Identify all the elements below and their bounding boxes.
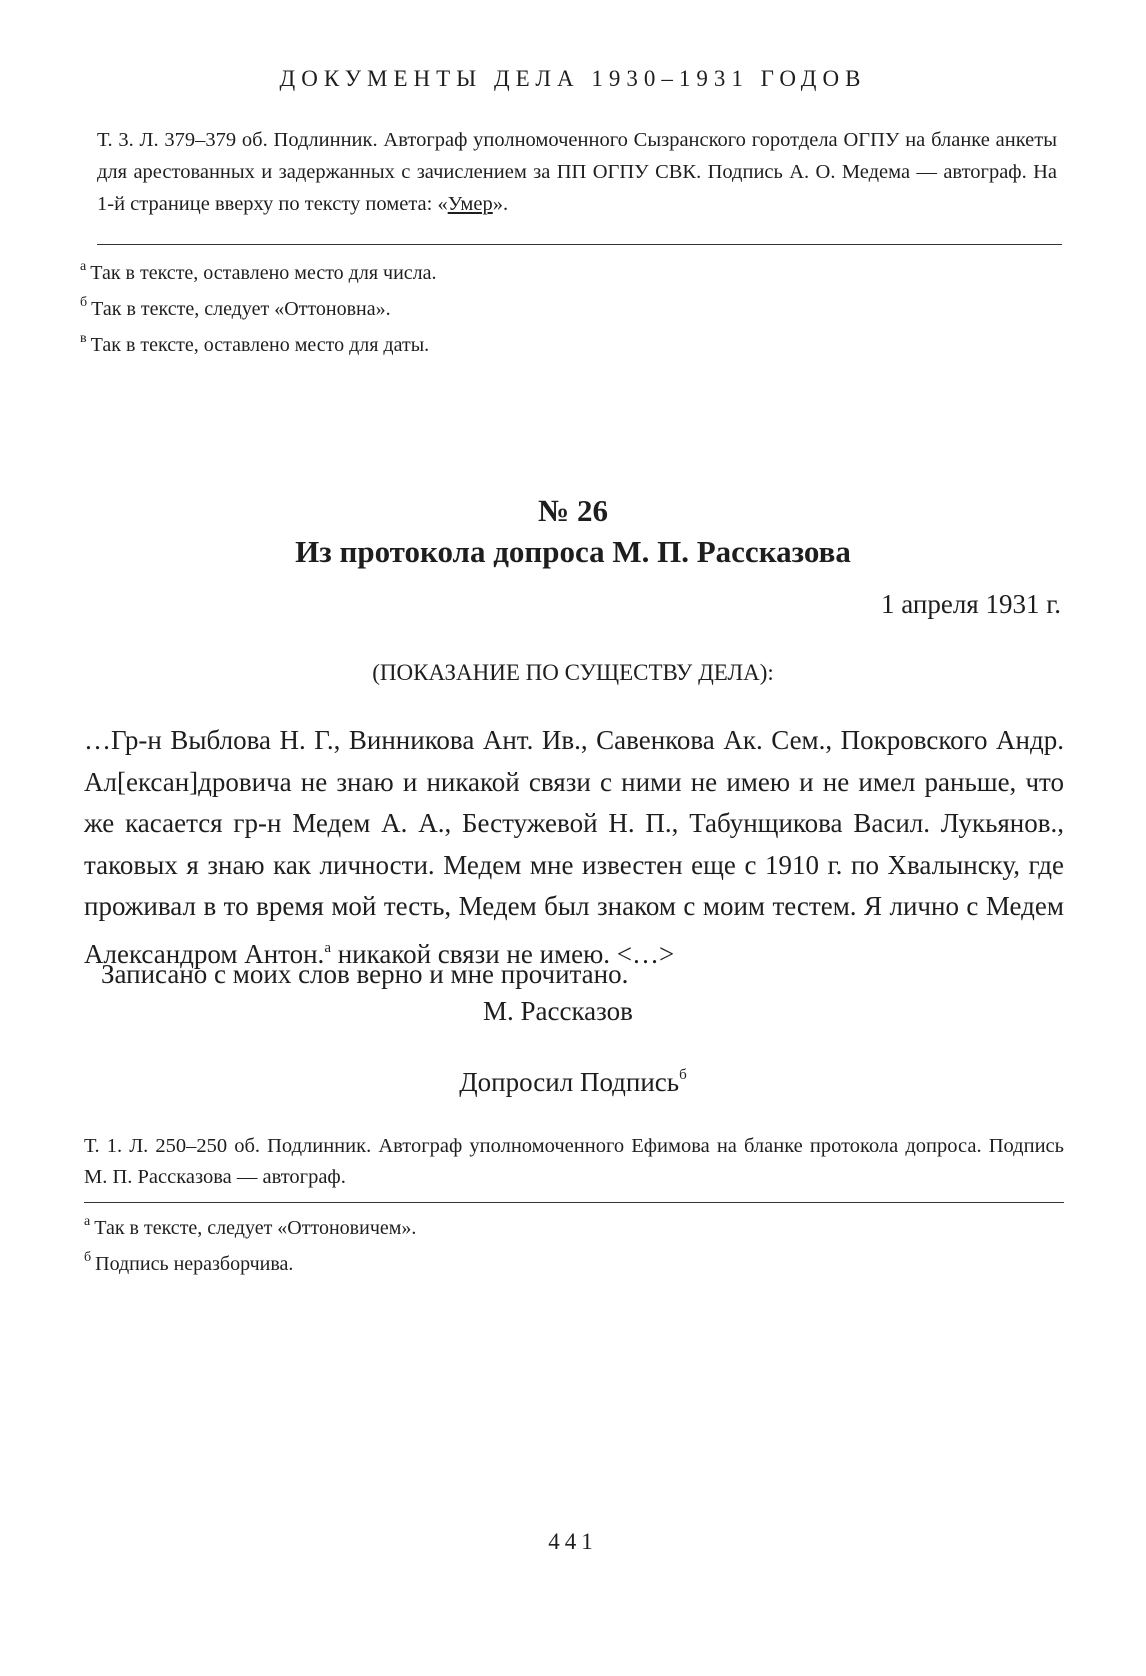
footnote-divider [84,1202,1064,1203]
footnote-text: Так в тексте, оставлено место для даты. [90,334,430,356]
previous-document-footnotes [80,252,437,360]
signature: М. Рассказов [483,996,633,1026]
footnote-text: Так в тексте, оставлено место для числа. [90,262,437,284]
document-number: № 26 [538,493,608,528]
source-note-text: Т. 3. Л. 379–379 об. Подлинник. Автограф уполномоченного Сызранского горотдела ОГПУ на бланке анкеты для арестованных и задержанных с зачислением за ПП ОГПУ СВК. Подпись А. О. Медема — автограф. На 1-й странице вверху по тексту помета: « [97,129,1057,215]
testimony-part-2: никакой связи не имею. <…> [330,938,675,969]
testimony-part-1: …Гр-н Выблова Н. Г., Винникова Ант. Ив., Савенкова Ак. Сем., Покровского Андр. Ал[ексан]дровича не знаю и никакой связи с ними не имею и не имел раньше, что же касается гр-н Медем А. А., Бестужевой Н. П., Табунщикова Васил. Лукьянов., таковых я знаю как личности. Медем мне известен еще с 1910 г. по Хвалынску, где проживал в то время мой тесть, Медем был знаком с моим тестем. Я лично с Медем Александром Антон. [84,725,1064,969]
footnote-reference: а [324,939,331,956]
footnote [80,324,437,360]
recorded-statement: Записано с моих слов верно и мне прочитано. [101,959,629,989]
footnote-mark: б [80,295,88,310]
footnote-divider [97,244,1062,245]
document-footnotes [84,1207,416,1279]
previous-document-source-note [97,124,1057,220]
archive-source-note: Т. 1. Л. 250–250 об. Подлинник. Автограф уполномоченного Ефимова на бланке протокола допроса. Подпись М. П. Рассказова — автограф. [84,1135,1064,1188]
footnote [80,252,437,288]
footnote-reference: б [679,1067,687,1083]
footnote-mark: а [80,259,87,274]
page-number: 441 [548,1529,598,1554]
section-label: (ПОКАЗАНИЕ ПО СУЩЕСТВУ ДЕЛА): [372,660,774,685]
interrogator-text: Допросил Подпись [459,1067,680,1097]
source-note-end: ». [492,193,509,215]
interrogator-line [0,1067,1146,1098]
testimony-text [84,720,1064,975]
running-head: ДОКУМЕНТЫ ДЕЛА 1930–1931 ГОДОВ [279,66,867,91]
footnote-text: Подпись неразборчива. [95,1253,294,1275]
footnote-mark: в [80,331,87,346]
footnote [84,1243,416,1279]
footnote-mark: а [84,1214,91,1229]
footnote-text: Так в тексте, следует «Оттоновна». [91,298,391,320]
source-note-mark-word: Умер [447,193,493,215]
document-date: 1 апреля 1931 г. [881,589,1061,619]
footnote [84,1207,416,1243]
document-title: Из протокола допроса М. П. Рассказова [295,534,851,569]
footnote [80,288,437,324]
footnote-mark: б [84,1250,92,1265]
footnote-text: Так в тексте, следует «Оттоновичем». [94,1217,417,1239]
